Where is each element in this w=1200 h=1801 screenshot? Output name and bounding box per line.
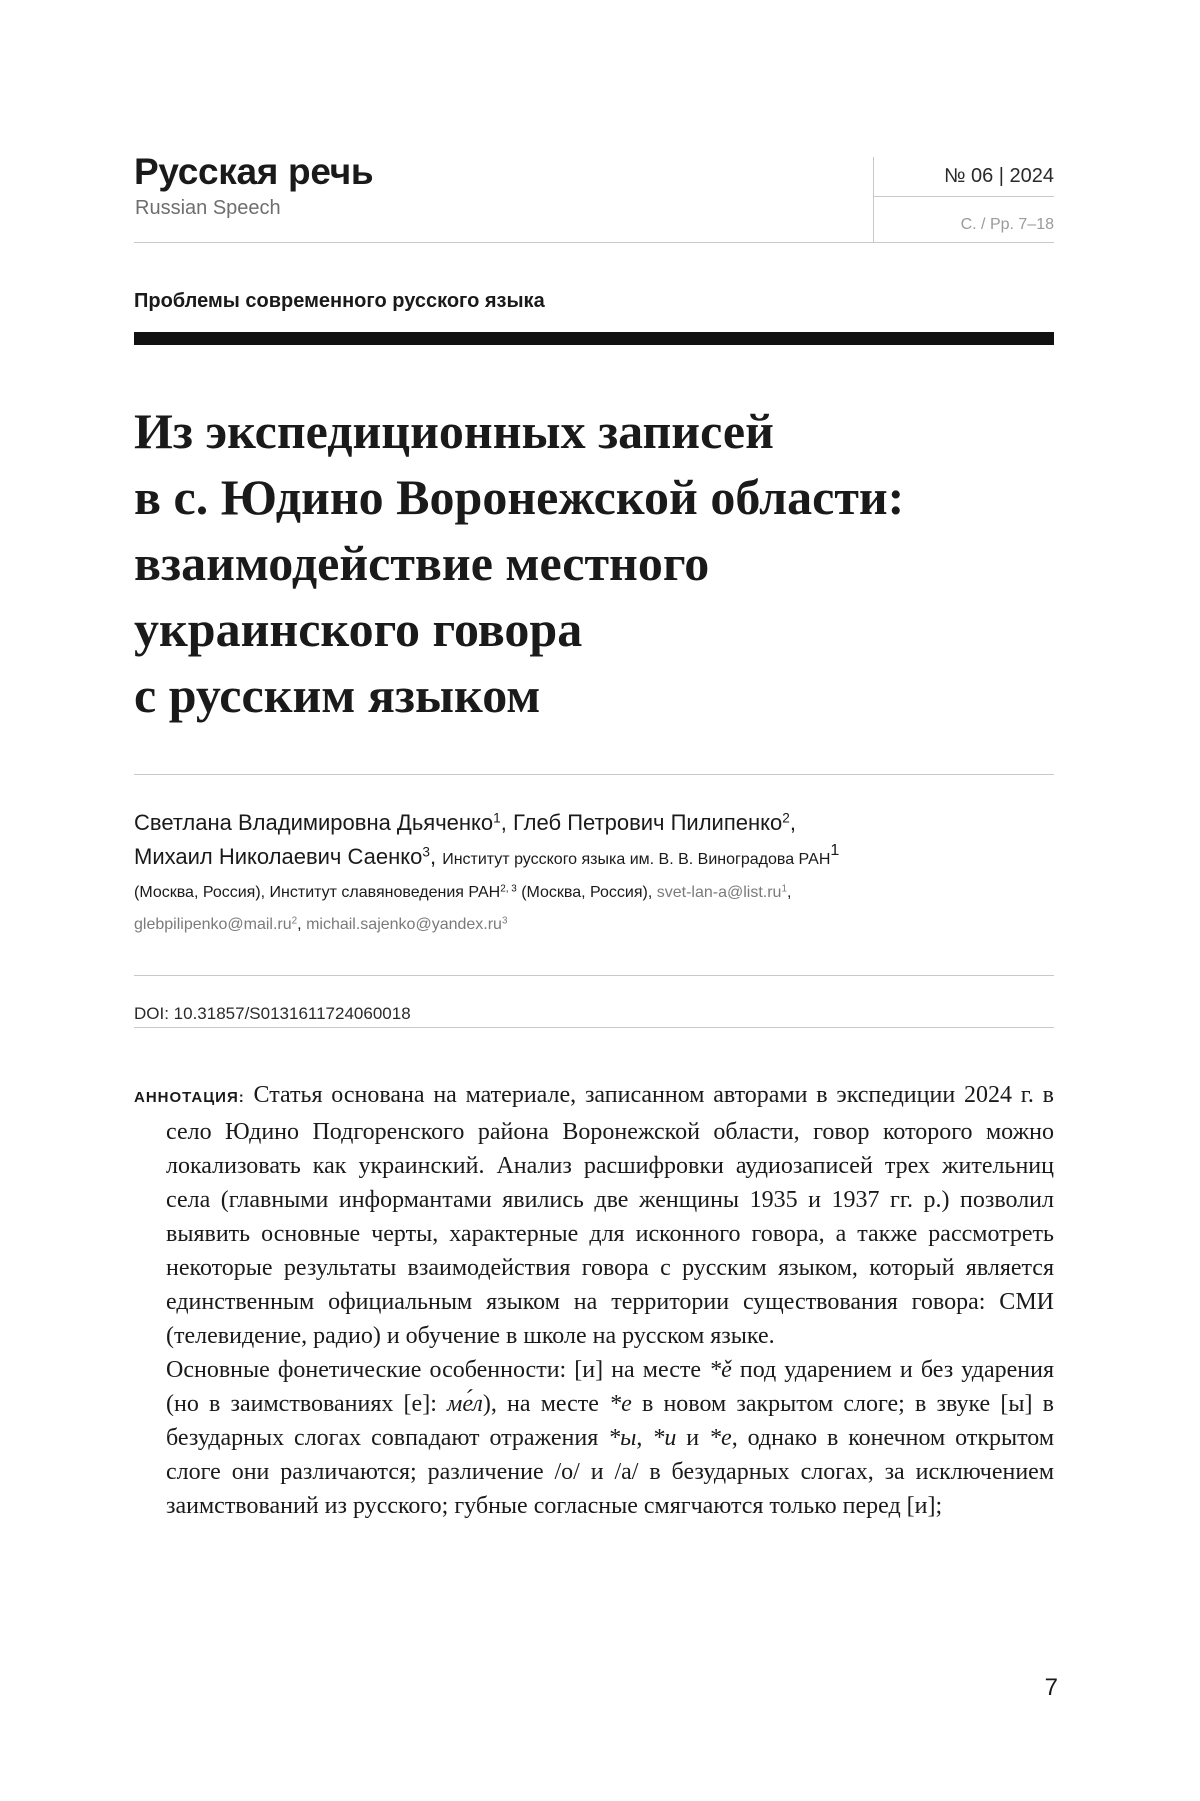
abstract-text: в новом закрытом слоге; в звуке [ы] в безударных слогах совпадают отражения bbox=[166, 1391, 1054, 1451]
abstract-italic: *ы bbox=[608, 1425, 637, 1451]
abstract-text: , bbox=[636, 1425, 653, 1451]
abstract bbox=[134, 1078, 1054, 1523]
article-title bbox=[134, 398, 1064, 728]
title-line: Из экспедиционных записей bbox=[134, 403, 774, 459]
email-link[interactable]: michail.sajenko@yandex.ru bbox=[306, 916, 502, 933]
doi-rule-bottom bbox=[134, 1027, 1054, 1028]
abstract-italic: *е bbox=[609, 1391, 632, 1417]
author-affiliation-mark: 1 bbox=[493, 810, 501, 826]
institution-location: (Москва, Россия), bbox=[134, 884, 266, 901]
abstract-text: ), на месте bbox=[482, 1391, 610, 1417]
authors-line-2: Михаил Николаевич Саенко$^3$, Институт русского языка им. В. В. Виноградова РАН$^1$ bbox=[134, 842, 840, 869]
title-line: взаимодействие местного bbox=[134, 535, 710, 591]
issue-number: № 06 | 2024 bbox=[943, 165, 1054, 187]
institution-name: Институт славяноведения РАН bbox=[269, 884, 501, 901]
email-mark: 2 bbox=[291, 915, 298, 927]
abstract-text: , однако в конечном открытом слоге они различаются; различение /о/ и /а/ в безударных слогах, за исключением заимствований из русского; губные согласные смягчаются только перед [и]; bbox=[166, 1425, 1055, 1519]
abstract-italic: *и bbox=[652, 1425, 677, 1451]
title-rule bbox=[134, 774, 1054, 775]
author-affiliation-mark: 3 bbox=[422, 844, 430, 860]
doi-rule-top bbox=[134, 975, 1054, 976]
page-range: С. / Pp. 7–18 bbox=[960, 216, 1054, 233]
title-line: с русским языком bbox=[134, 667, 541, 723]
header-divider-issue bbox=[873, 196, 1054, 197]
abstract-italic: *ě bbox=[709, 1357, 732, 1383]
journal-subtitle: Russian Speech bbox=[135, 197, 281, 219]
institution-mark: 1 bbox=[830, 842, 840, 860]
abstract-text: Статья основана на материале, записанном авторами в экспедиции 2024 г. в село Юдино Подгоренского района Воронежской области, говор которого можно локализовать как украинский. Анализ расшифровки аудиозаписей трех жительниц села (главными информантами явились две женщины 1935 и 1937 гг. р.) позволил выявить основные черты, характерные для исконного говора, а также рассмотреть некоторые результаты взаимодействия говора с русским языком, который является единственным официальным языком на территории существования говора: СМИ (телевидение, радио) и обучение в школе на русском языке. bbox=[166, 1082, 1055, 1349]
authors-line-4: $glebpilipenko@mail.ru^2$, $michail.sajenko@yandex.ru^3$ bbox=[134, 915, 508, 933]
institution-location: (Москва, Россия), bbox=[521, 884, 653, 901]
title-line: в с. Юдино Воронежской области: bbox=[134, 469, 905, 525]
email-link[interactable]: glebpilipenko@mail.ru bbox=[134, 916, 292, 933]
abstract-text: Основные фонетические особенности: [и] на месте bbox=[166, 1357, 710, 1383]
authors-line-3: (Москва, Россия), Институт славяноведения РАН$^{2, 3}$ (Москва, Россия), svet-$lan-a@list.ru^1$, bbox=[134, 883, 792, 901]
journal-title: Русская речь bbox=[134, 151, 374, 192]
header-rule bbox=[134, 242, 1054, 243]
institution-name: Институт русского языка им. В. В. Виноградова РАН bbox=[442, 851, 831, 868]
institution-mark: 2, 3 bbox=[500, 883, 517, 895]
abstract-label: АННОТАЦИЯ: bbox=[134, 1089, 245, 1106]
doi[interactable]: DOI: 10.31857/S0131611724060018 bbox=[134, 1004, 411, 1023]
section-heading: Проблемы современного русского языка bbox=[134, 290, 545, 312]
section-bar bbox=[134, 332, 1054, 345]
header-divider-vertical bbox=[873, 157, 874, 242]
abstract-paragraph bbox=[134, 1353, 1054, 1523]
abstract-italic: ме́л bbox=[447, 1391, 483, 1417]
abstract-italic: *е bbox=[709, 1425, 732, 1451]
email-mark: 3 bbox=[501, 915, 508, 927]
abstract-text: под ударением и без ударения (но в заимствованиях [е]: bbox=[166, 1357, 1054, 1417]
title-line: украинского говора bbox=[134, 601, 583, 657]
author-affiliation-mark: 2 bbox=[782, 810, 790, 826]
author-block bbox=[134, 806, 1064, 941]
page-number: 7 bbox=[1044, 1674, 1058, 1701]
author-name: Михаил Николаевич Саенко bbox=[134, 844, 423, 869]
authors-line-1: Светлана Владимировна Дьяченко$^1$, Глеб Петрович Пилипенко$^2$, bbox=[134, 810, 796, 835]
email-mark: 1 bbox=[781, 883, 787, 895]
email-link[interactable]: svet-lan-a@list.ru bbox=[656, 884, 782, 901]
author-name: Глеб Петрович Пилипенко bbox=[512, 810, 783, 835]
author-name: Светлана Владимировна Дьяченко bbox=[134, 810, 494, 835]
abstract-text: и bbox=[676, 1425, 710, 1451]
abstract-paragraph bbox=[134, 1078, 1054, 1353]
